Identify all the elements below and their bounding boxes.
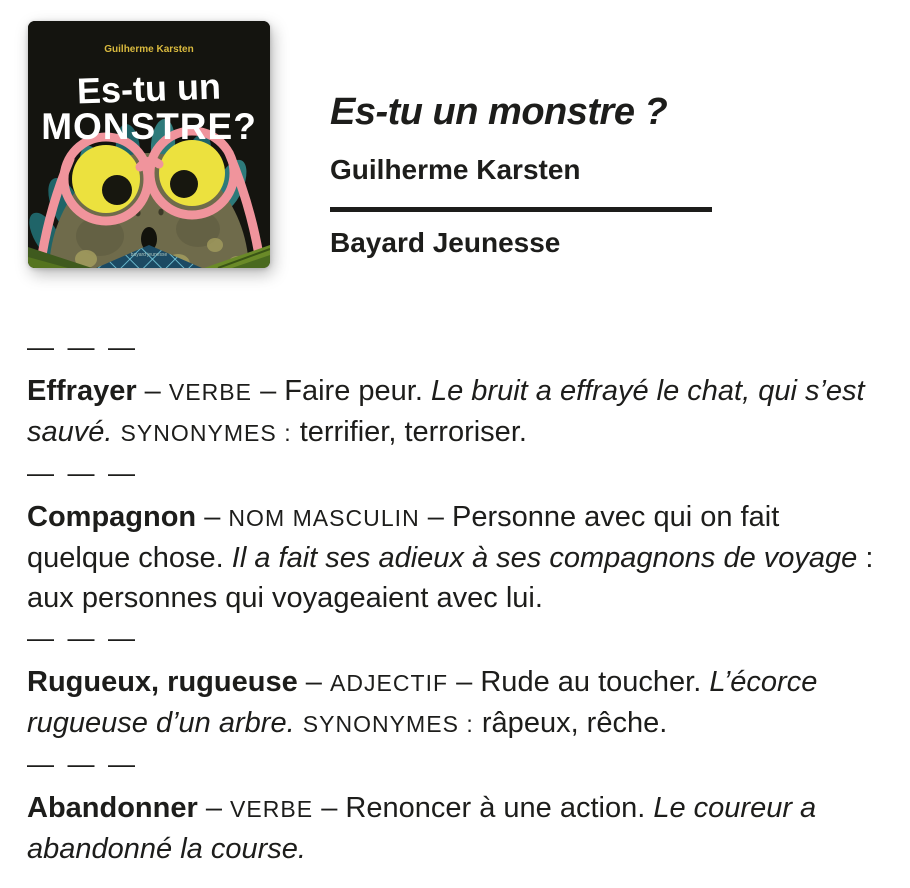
entry-category-caps: SYNONYMES :: [120, 420, 292, 446]
cover-author-text: Guilherme Karsten: [104, 44, 194, 55]
definitions: [27, 327, 879, 869]
entry-category-caps: NOM MASCULIN: [228, 505, 420, 531]
entry-text: –: [197, 792, 231, 824]
cover-publisher-small: bayard jeunesse: [130, 252, 168, 258]
entry-text: –: [196, 501, 229, 533]
entry-text: terrifier, terroriser.: [291, 416, 527, 448]
entry-separator: — — —: [27, 457, 136, 488]
entry-word: Abandonner: [27, 792, 198, 824]
entry-text: râpeux, rêche.: [473, 707, 668, 739]
book-publisher: Bayard Jeunesse: [330, 227, 561, 258]
book-cover-image: [28, 21, 270, 268]
entry-category-caps: VERBE: [168, 379, 253, 405]
dictionary-entry-compagnon: [27, 497, 879, 618]
cover-title-line1: Es-tu un: [76, 65, 222, 112]
divider-rule: [330, 207, 712, 212]
entry-example: Le coureur a abandonné la course.: [27, 792, 817, 865]
entry-example: Il a fait ses adieux à ses compagnons de voyage: [231, 542, 858, 574]
book-cover-art: [28, 21, 270, 268]
entry-text: – Personne avec qui on fait quelque chose.: [27, 501, 780, 574]
entry-separator: — — —: [27, 331, 136, 362]
entry-separator: — — —: [27, 748, 136, 779]
entry-word: Effrayer: [27, 375, 137, 407]
book-info-block: [330, 90, 890, 259]
entry-text: –: [136, 375, 169, 407]
entry-example: Le bruit a effrayé le chat, qui s’est sauvé.: [27, 375, 865, 448]
entry-word: Compagnon: [27, 501, 197, 533]
entry-text: – Rude au toucher.: [448, 666, 710, 698]
entry-text: – Faire peur.: [252, 375, 431, 407]
book-author: Guilherme Karsten: [330, 154, 581, 185]
entry-text: – Renoncer à une action.: [313, 792, 654, 824]
entry-separator: — — —: [27, 622, 136, 653]
page-title: Es-tu un monstre ?: [330, 91, 668, 133]
entry-text: –: [297, 666, 330, 698]
entry-category-caps: ADJECTIF: [329, 670, 449, 696]
entry-text: : aux personnes qui voyageaient avec lui.: [27, 542, 874, 614]
entry-word: Rugueux, rugueuse: [27, 666, 298, 698]
dictionary-entry-rugueux: [27, 662, 879, 744]
entry-example: L’écorce rugueuse d’un arbre.: [27, 666, 818, 739]
dictionary-entry-effrayer: [27, 371, 879, 453]
entry-category-caps: SYNONYMES :: [302, 711, 474, 737]
cover-title-line2: MONSTRE?: [41, 106, 257, 147]
dictionary-entry-abandonner: [27, 788, 879, 869]
entry-text: [295, 707, 303, 739]
entry-category-caps: VERBE: [230, 796, 314, 822]
entry-text: [112, 416, 120, 448]
